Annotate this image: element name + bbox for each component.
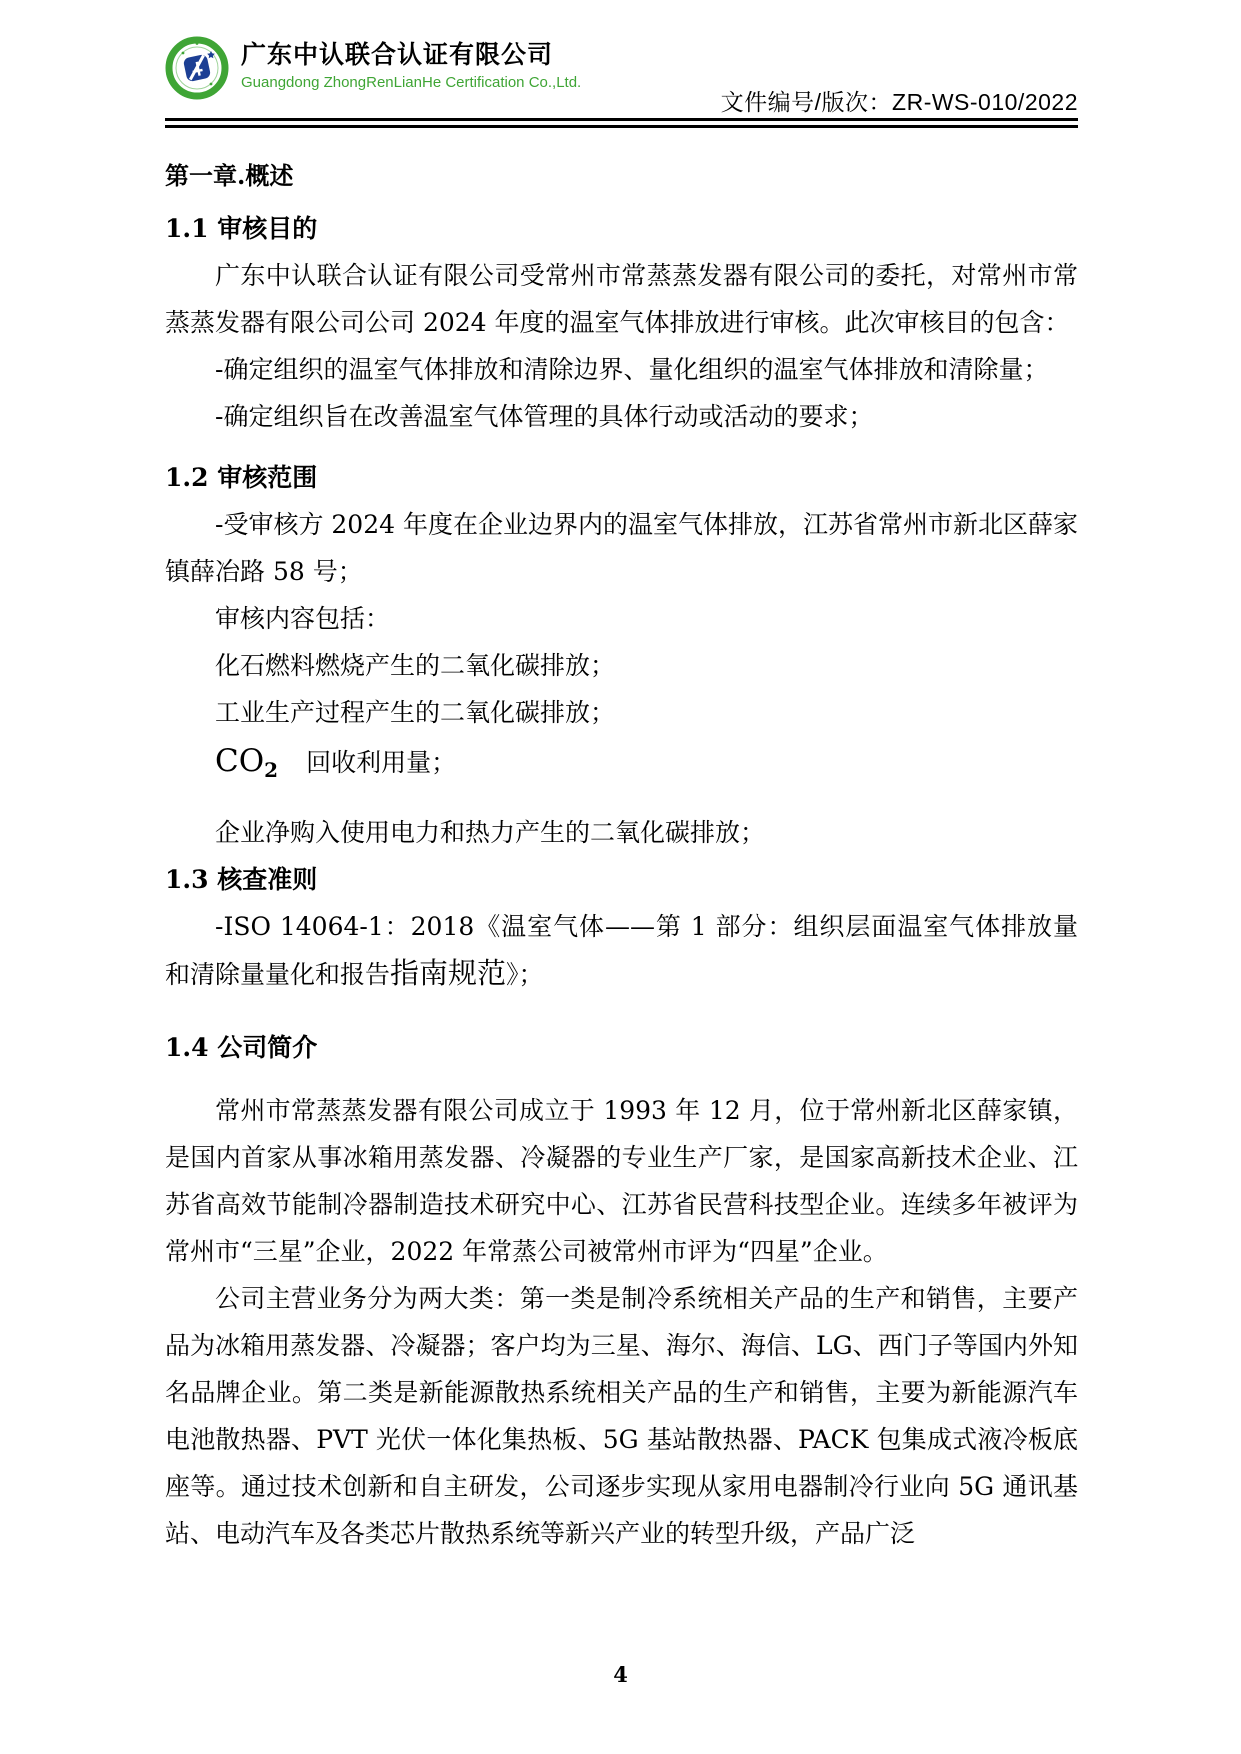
section-1-2-heading: 1.2 审核范围 <box>165 463 318 492</box>
section-1-4-paragraph-2: 公司主营业务分为两大类：第一类是制冷系统相关产品的生产和销售，主要产品为冰箱用蒸发器、冷凝器；客户均为三星、海尔、海信、LG、西门子等国内外知名品牌企业。第二类是新能源散热系统相关产品的生产和销售，主要为新能源汽车电池散热器、PVT 光伏一体化集热板、5G 基站散热器、PACK 包集成式液冷板底座等。通过技术创新和自主研发，公司逐步实现从家用电器制冷行业向 5G 通讯基站、电动汽车及各类芯片散热系统等新兴产业的转型升级，产品广泛 <box>165 1284 1078 1548</box>
section-1-1-intro-paragraph: 广东中认联合认证有限公司受常州市常蒸蒸发器有限公司的委托，对常州市常蒸蒸发器有限公司公司 2024 年度的温室气体排放进行审核。此次审核目的包含： <box>165 261 1078 337</box>
page-header <box>165 36 1078 115</box>
section-1-2-co2-line <box>165 736 1078 795</box>
section-1-2-item-1: 审核内容包括： <box>215 604 391 633</box>
section-1-2-item-3: 工业生产过程产生的二氧化碳排放； <box>215 698 616 727</box>
section-1-1-bullet-2: -确定组织旨在改善温室气体管理的具体行动或活动的要求； <box>215 402 874 431</box>
section-1-2-item-2: 化石燃料燃烧产生的二氧化碳排放； <box>215 651 616 680</box>
section-1-1-bullet-1: -确定组织的温室气体排放和清除边界、量化组织的温室气体排放和清除量； <box>215 355 1049 384</box>
co2-subscript: 2 <box>264 758 279 782</box>
section-1-4-paragraph-1: 常州市常蒸蒸发器有限公司成立于 1993 年 12 月，位于常州新北区薛家镇，是国内首家从事冰箱用蒸发器、冷凝器的专业生产厂家，是国家高新技术企业、江苏省高效节能制冷器制造技术研究中心、江苏省民营科技型企业。连续多年被评为常州市“三星”企业，2022 年常蒸公司被常州市评为“四星”企业。 <box>165 1096 1078 1266</box>
header-divider <box>165 118 1078 128</box>
section-1-1-heading: 1.1 审核目的 <box>165 214 318 243</box>
section-1-3-criteria-paragraph <box>165 903 1078 998</box>
brand-names <box>241 36 581 94</box>
page-footer <box>0 1662 1241 1687</box>
section-1-2-item-4: 企业净购入使用电力和热力产生的二氧化碳排放； <box>215 818 766 847</box>
criteria-text-emphasis: 指南规范 <box>390 956 507 990</box>
company-name-zh: 广东中认联合认证有限公司 <box>241 41 554 69</box>
co2-line-text: 回收利用量； <box>306 748 457 777</box>
section-1-3-heading: 1.3 核查准则 <box>165 865 318 894</box>
criteria-text-suffix: 》； <box>506 960 544 989</box>
criteria-text-prefix: -ISO 14064-1：2018《温室气体——第 1 部分：组织层面温室气体排放量和清除量量化和报告 <box>165 912 1078 989</box>
chapter-heading: 第一章.概述 <box>165 161 294 190</box>
co2-formula: CO <box>215 743 265 779</box>
certification-badge-icon <box>165 36 229 100</box>
company-name-en: Guangdong ZhongRenLianHe Certification Co.,Ltd. <box>241 74 582 91</box>
document-body <box>165 152 1078 1557</box>
section-1-2-scope-paragraph: -受审核方 2024 年度在企业边界内的温室气体排放，江苏省常州市新北区薛家镇薛冶路 58 号； <box>165 510 1078 586</box>
section-1-4-heading: 1.4 公司简介 <box>165 1033 318 1062</box>
doc-number: 文件编号/版次：ZR-WS-010/2022 <box>720 89 1078 115</box>
page-number: 4 <box>613 1662 628 1687</box>
